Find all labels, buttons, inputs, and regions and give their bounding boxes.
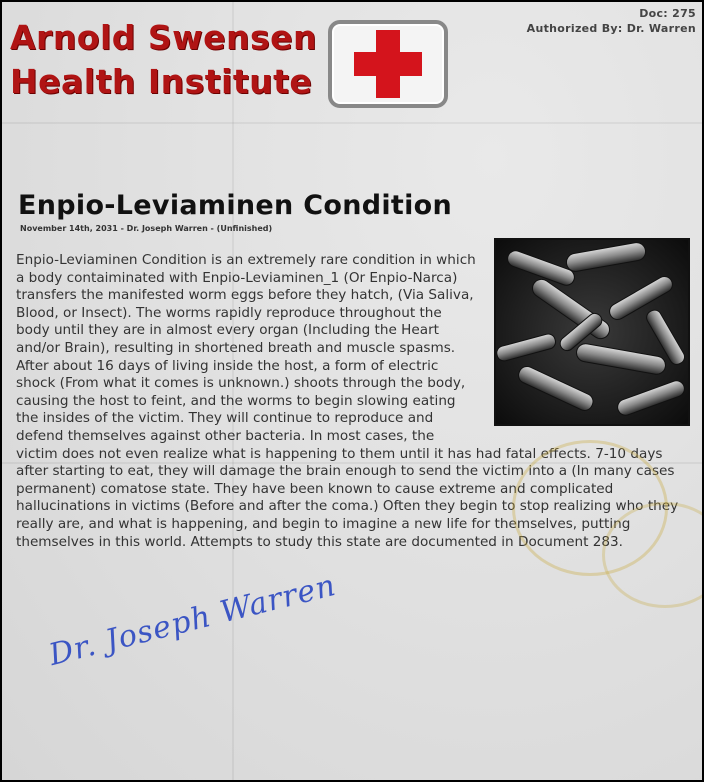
institute-line-1: Arnold Swensen: [10, 18, 318, 57]
institute-name: [10, 16, 317, 104]
document-page: [2, 2, 702, 780]
document-meta: [527, 6, 696, 36]
institute-line-2: Health Institute: [10, 62, 313, 101]
signature: Dr. Joseph Warren: [45, 567, 340, 673]
article-title: Enpio-Leviaminen Condition: [18, 190, 453, 221]
article-subtitle: November 14th, 2031 - Dr. Joseph Warren - (Unfinished): [20, 224, 273, 233]
article-body-text: Enpio-Leviaminen Condition is an extremely rare condition in which a body contaiminated with Enpio-Leviaminen_1 (Or Enpio-Narca) transfers the manifested worm eggs before they hatch, (Via Saliva, Blood, or Insect). The worms rapidly reproduce throughout the body until they are in almost every organ (Including the Heart and/or Brain), resulting in shortened breath and muscle spasms. After about 16 days of living inside the host, a form of electric shock (From what it comes is unknown.) shoots through the body, causing the host to feint, and the worms to begin slowing eating the insides of the victim. They will continue to reproduce and defend themselves against other bacteria. In most cases, the victim does not even realize what is happening to them until it has had fatal effects. 7-10 days after starting to eat, they will damage the brain enough to send the victim into a (In many cases permanent) comatose state. They have been known to cause extreme and complicated hallucinations in victims (Before and after the coma.) Often they begin to stop realizing who they really are, and what is happening, and begin to imagine a new life for themselves, putting themselves in this world. Attempts to study this state are documented in Document 283.: [16, 252, 679, 550]
doc-number: Doc: 275: [639, 7, 696, 20]
authorized-by: Authorized By: Dr. Warren: [526, 22, 696, 35]
paper-crease: [2, 122, 702, 124]
red-cross-icon: [328, 20, 448, 108]
